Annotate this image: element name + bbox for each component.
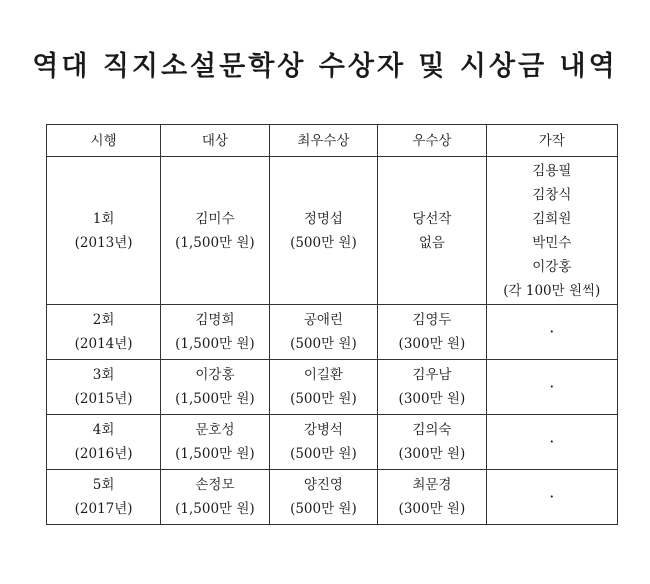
prize-amount: (500만 원) [290,501,357,517]
prize-amount: (1,500만 원) [175,391,255,407]
empty-mark: · [549,321,555,341]
merit-prize-cell [378,360,486,415]
prize-amount: (각 100만 원씩) [503,282,601,299]
prize-amount: (300만 원) [398,446,466,462]
grand-prize-cell [161,470,269,525]
winner-name: 정명섭 [303,210,343,227]
prize-amount: (500만 원) [290,446,357,462]
excellence-prize-cell [269,157,377,305]
header-session: 시행 [47,125,161,157]
session-year: (2015년) [74,391,133,407]
session-cell [47,470,161,525]
winner-name: 김의숙 [412,422,452,438]
table-row [47,157,618,305]
session-year: (2014년) [74,336,133,352]
merit-prize-cell [378,470,486,525]
winner-name: 최문경 [412,477,452,493]
prize-amount: (300만 원) [398,391,466,407]
prize-amount: (300만 원) [398,501,466,517]
prize-amount: (500만 원) [290,336,357,352]
grand-prize-cell [161,415,269,470]
header-merit-prize: 우수상 [378,125,486,157]
grand-prize-cell [161,360,269,415]
winner-name: 공애린 [303,312,343,328]
prize-amount: (1,500만 원) [175,446,255,462]
winner-name: 양진영 [303,477,343,493]
prize-amount: (500만 원) [290,234,357,251]
session-label: 1회 [92,210,115,227]
excellence-prize-cell [269,360,377,415]
table-row [47,360,618,415]
winner-name: 김미수 [195,210,235,227]
excellence-prize-cell [269,470,377,525]
grand-prize-cell [161,305,269,360]
winner-name: 박민수 [532,234,572,251]
honorable-mention-cell [486,360,617,415]
prize-amount: (300만 원) [398,336,466,352]
merit-prize-cell [378,305,486,360]
session-cell [47,415,161,470]
page-title: 역대 직지소설문학상 수상자 및 시상금 내역 [32,51,618,82]
winner-name: 김용필 [532,162,572,179]
header-grand-prize: 대상 [161,125,269,157]
winner-name: 강병석 [303,422,343,438]
empty-mark: · [549,486,555,506]
session-label: 5회 [92,477,115,493]
prize-amount: (1,500만 원) [175,501,255,517]
session-year: (2013년) [74,234,133,251]
awards-table [46,124,618,525]
winner-name: 이길환 [303,367,343,383]
winner-name: 김영두 [412,312,452,328]
winner-name: 김명희 [195,312,235,328]
session-label: 4회 [92,422,115,438]
winner-name: 문호성 [195,422,235,438]
honorable-mention-cell [486,157,617,305]
prize-amount: 없음 [418,234,445,251]
merit-prize-cell [378,415,486,470]
session-year: (2017년) [74,501,133,517]
prize-amount: (1,500만 원) [175,336,255,352]
winner-name: 이강홍 [195,367,235,383]
table-row [47,415,618,470]
winner-name: 김우남 [412,367,452,383]
header-excellence-prize: 최우수상 [269,125,377,157]
excellence-prize-cell [269,415,377,470]
winner-name: 김창식 [532,186,572,203]
session-cell [47,360,161,415]
table-row [47,305,618,360]
session-cell [47,157,161,305]
honorable-mention-cell [486,470,617,525]
excellence-prize-cell [269,305,377,360]
prize-amount: (1,500만 원) [175,234,255,251]
prize-amount: (500만 원) [290,391,357,407]
winner-name: 김희원 [532,210,572,227]
winner-name: 이강홍 [532,258,572,275]
empty-mark: · [549,431,555,451]
session-year: (2016년) [74,446,133,462]
winner-name: 당선작 [412,210,452,227]
table-row [47,470,618,525]
grand-prize-cell [161,157,269,305]
session-cell [47,305,161,360]
header-honorable-mention: 가작 [486,125,617,157]
table-header-row [47,125,618,157]
empty-mark: · [549,376,555,396]
merit-prize-cell [378,157,486,305]
session-label: 2회 [92,312,115,328]
honorable-mention-cell [486,305,617,360]
honorable-mention-cell [486,415,617,470]
session-label: 3회 [92,367,115,383]
winner-name: 손정모 [195,477,235,493]
